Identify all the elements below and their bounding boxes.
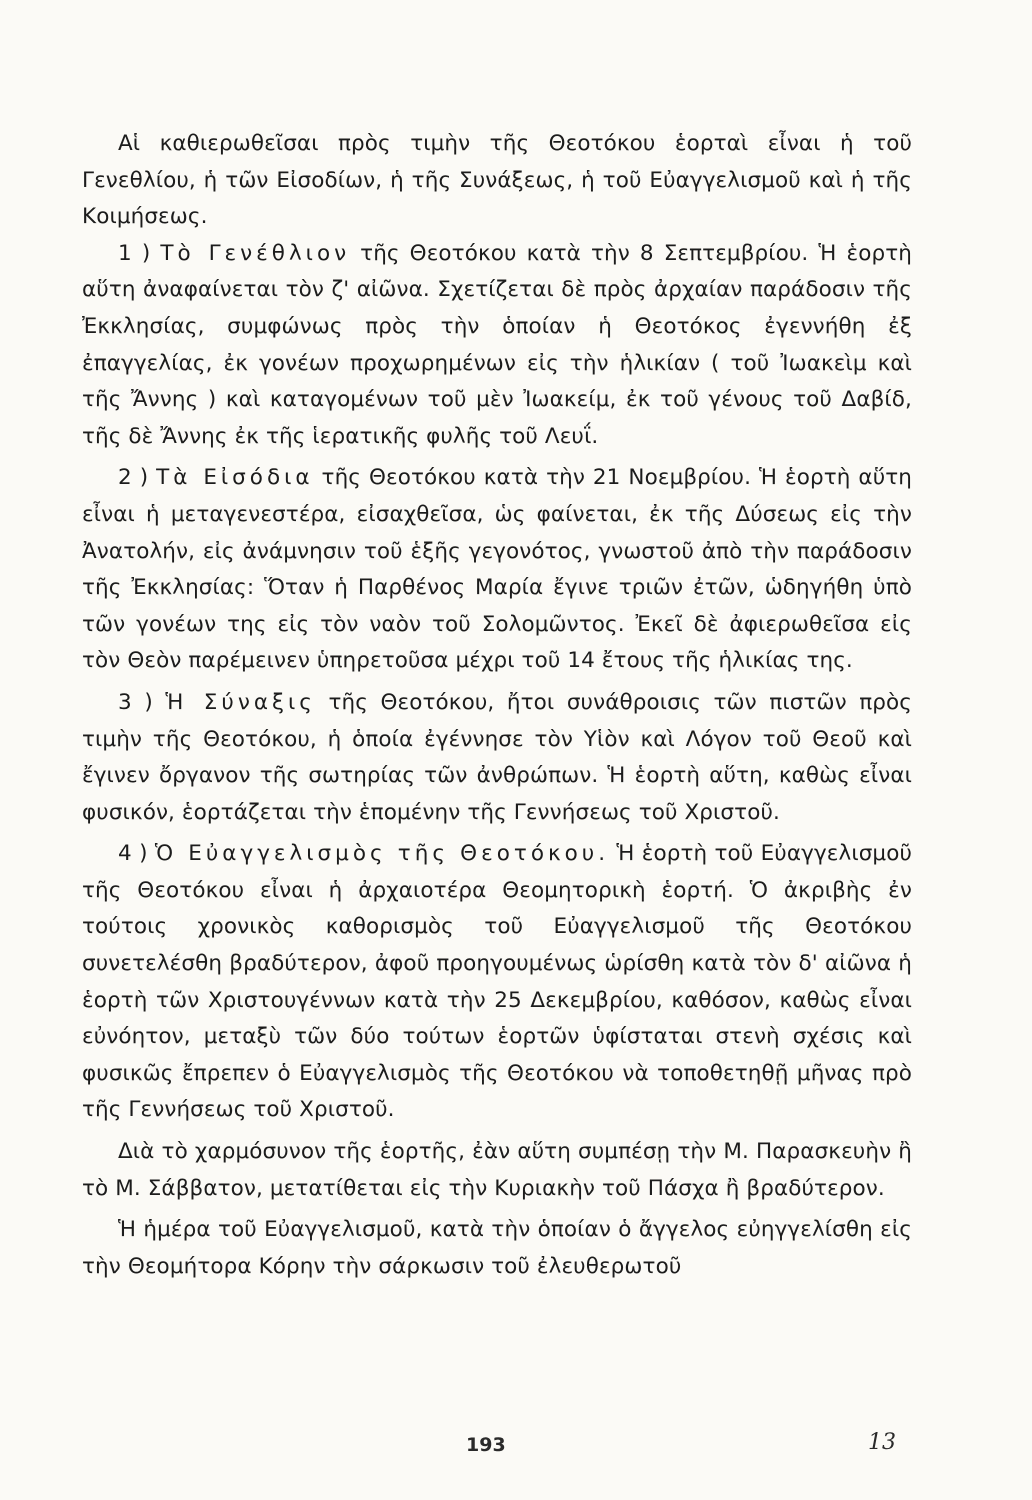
section-3-title: Ἡ Σύναξις [165, 689, 316, 715]
body-text [82, 126, 912, 1285]
section-1-body: τῆς Θεοτόκου κατὰ τὴν 8 Σεπτεμβρίου. Ἡ ἑορτὴ αὕτη ἀναφαίνεται τὸν ζ' αἰῶνα. Σχετίζεται δὲ πρὸς ἀρχαίαν παράδοσιν τῆς Ἐκκλησίας, συμφώνως πρὸς τὴν ὁποίαν ἡ Θεοτόκος ἐγεννήθη ἐξ ἐπαγγελίας, ἐκ γονέων προχωρημένων εἰς τὴν ἡλικίαν ( τοῦ Ἰωακεὶμ καὶ τῆς Ἄννης ) καὶ καταγομένων τοῦ μὲν Ἰωακείμ, ἐκ τοῦ γένους τοῦ Δαβίδ, τῆς δὲ Ἄννης ἐκ τῆς ἱερατικῆς φυλῆς τοῦ Λευΐ. [82, 240, 912, 449]
section-4-body: Ἡ ἑορτὴ τοῦ Εὐαγγελισμοῦ τῆς Θεοτόκου εἶναι ἡ ἀρχαιοτέρα Θεομητορικὴ ἑορτή. Ὁ ἀκριβὴς ἐν τούτοις χρονικὸς καθορισμὸς τοῦ Εὐαγγελισμοῦ τῆς Θεοτόκου συνετελέσθη βραδύτερον, ἀφοῦ προηγουμένως ὡρίσθη κατὰ τὸν δ' αἰῶνα ἡ ἑορτὴ τῶν Χριστουγέννων κατὰ τὴν 25 Δεκεμβρίου, καθόσον, καθὼς εἶναι εὐνόητον, μεταξὺ τῶν δύο τούτων ἑορτῶν ὑφίσταται στενὴ σχέσις καὶ φυσικῶς ἔπρεπεν ὁ Εὐαγγελισμὸς τῆς Θεοτόκου νὰ τοποθετηθῇ μῆνας πρὸ τῆς Γεννήσεως τοῦ Χριστοῦ. [82, 841, 912, 1123]
signature-mark: 193 [466, 1434, 506, 1456]
section-2-number: 2 ) [118, 465, 157, 491]
paragraph-6: Ἡ ἡμέρα τοῦ Εὐαγγελισμοῦ, κατὰ τὴν ὁποίαν ὁ ἄγγελος εὐηγγελίσθη εἰς τὴν Θεομήτορα Κόρην τὴν σάρκωσιν τοῦ ἐλευθερωτοῦ [82, 1217, 912, 1279]
section-2-paragraph [82, 460, 912, 680]
section-4-title: Ὁ Εὐαγγελισμὸς τῆς Θεοτόκου. [154, 841, 610, 867]
section-3-number: 3 ) [118, 689, 166, 715]
intro-paragraph: Αἱ καθιερωθεῖσαι πρὸς τιμὴν τῆς Θεοτόκου ἑορταὶ εἶναι ἡ τοῦ Γενεθλίου, ἡ τῶν Εἰσοδίων, ἡ τῆς Συνάξεως, ἡ τοῦ Εὐαγγελισμοῦ καὶ ἡ τῆς Κοιμήσεως. [82, 131, 912, 230]
paragraph-5: Διὰ τὸ χαρμόσυνον τῆς ἑορτῆς, ἐὰν αὕτη συμπέσῃ τὴν Μ. Παρασκευὴν ἢ τὸ Μ. Σάββατον, μετατίθεται εἰς τὴν Κυριακὴν τοῦ Πάσχα ἢ βραδύτερον. [82, 1139, 912, 1201]
section-1-title: Τὸ Γενέθλιον [160, 240, 351, 266]
section-2-body: τῆς Θεοτόκου κατὰ τὴν 21 Νοεμβρίου. Ἡ ἑορτὴ αὕτη εἶναι ἡ μεταγενεστέρα, εἰσαχθεῖσα, ὡς φαίνεται, ἐκ τῆς Δύσεως εἰς τὴν Ἀνατολήν, εἰς ἀνάμνησιν τοῦ ἑξῆς γεγονότος, γνωστοῦ ἀπὸ τὴν παράδοσιν τῆς Ἐκκλησίας: Ὅταν ἡ Παρθένος Μαρία ἔγινε τριῶν ἐτῶν, ὡδηγήθη ὑπὸ τῶν γονέων της εἰς τὸν ναὸν τοῦ Σολομῶντος. Ἐκεῖ δὲ ἀφιερωθεῖσα εἰς τὸν Θεὸν παρέμεινεν ὑπηρετοῦσα μέχρι τοῦ 14 ἔτους τῆς ἡλικίας της. [82, 465, 913, 674]
section-4-number: 4 ) [118, 841, 155, 867]
section-3-paragraph [82, 685, 912, 831]
section-4-paragraph [82, 836, 912, 1129]
section-1-number: 1 ) [118, 240, 161, 266]
section-3-body: τῆς Θεοτόκου, ἤτοι συνάθροισις τῶν πιστῶν πρὸς τιμὴν τῆς Θεοτόκου, ἡ ὁποία ἐγέννησε τὸν Υἱὸν καὶ Λόγον τοῦ Θεοῦ καὶ ἔγινεν ὄργανον τῆς σωτηρίας τῶν ἀνθρώπων. Ἡ ἑορτὴ αὕτη, καθὼς εἶναι φυσικόν, ἑορτάζεται τὴν ἑπομένην τῆς Γεννήσεως τοῦ Χριστοῦ. [82, 689, 913, 825]
page-number: 13 [868, 1430, 896, 1455]
section-1-paragraph [82, 236, 912, 456]
section-2-title: Τὰ Εἰσόδια [156, 465, 314, 491]
